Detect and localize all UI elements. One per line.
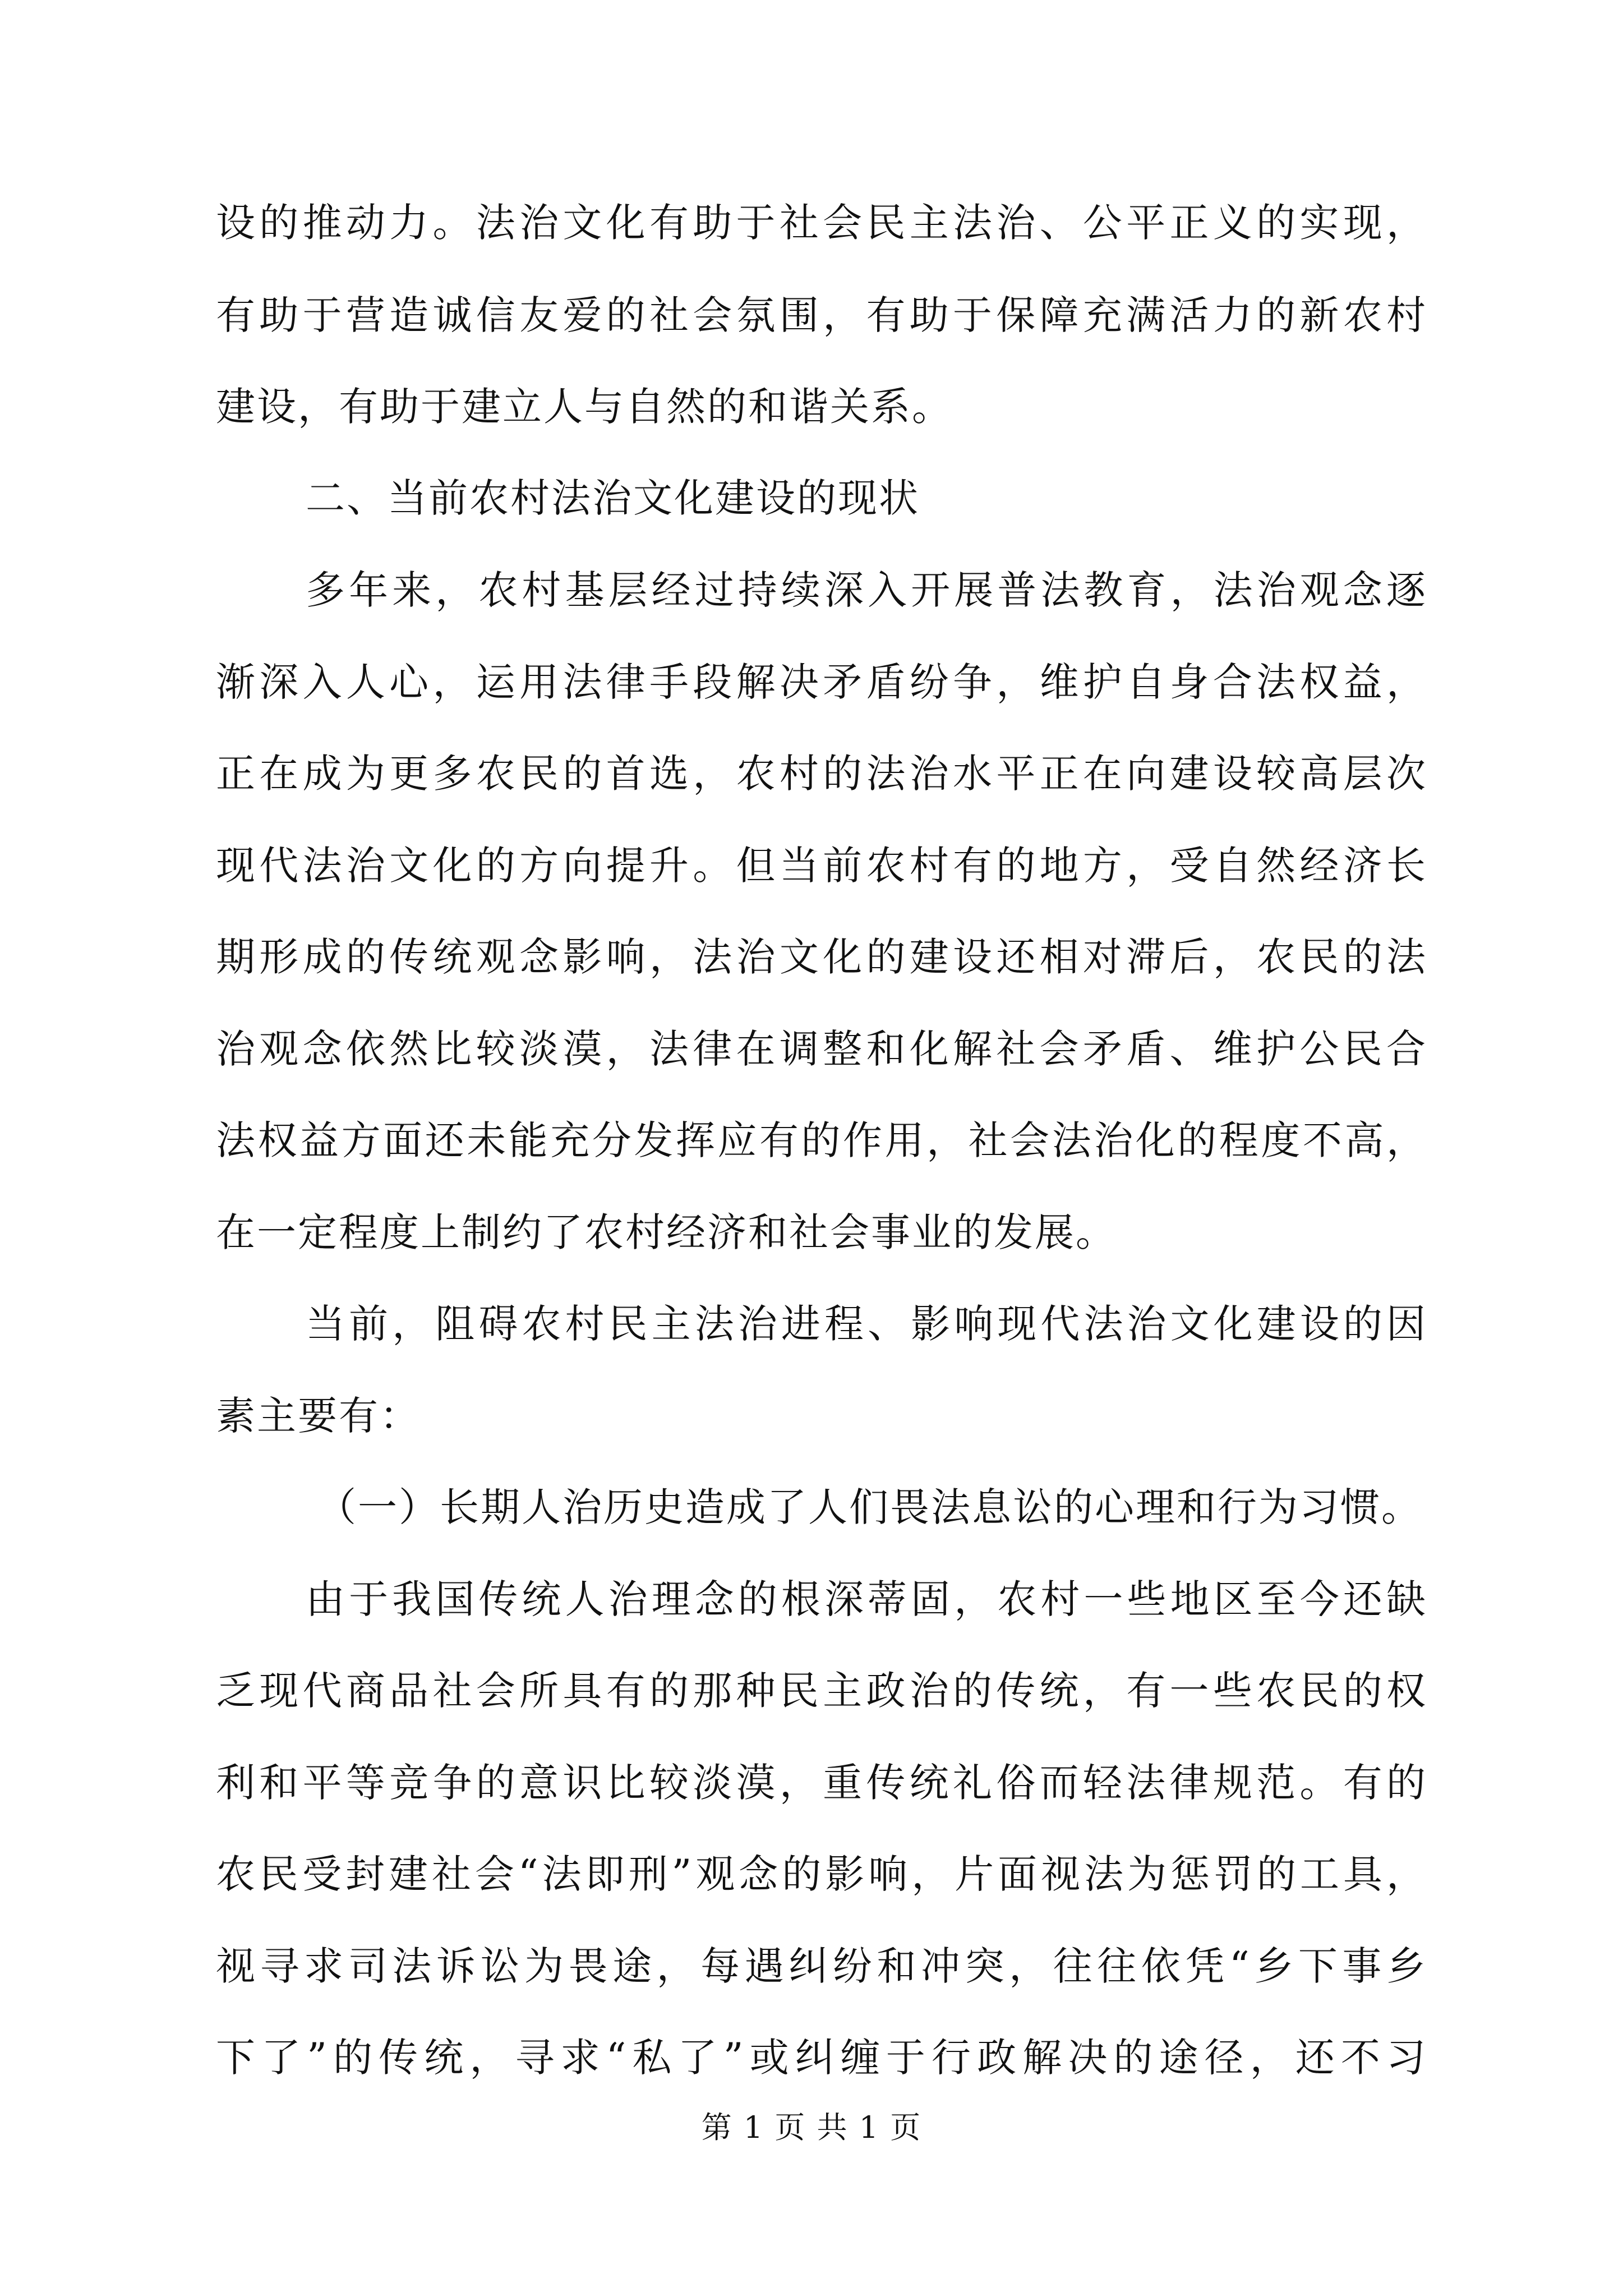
text-line-11: 法权益方面还未能充分发挥应有的作用，社会法治化的程度不高， xyxy=(216,1117,1427,1163)
text-line-19: 农民受封建社会“法即刑”观念的影响，片面视法为惩罚的工具， xyxy=(216,1851,1427,1897)
text-line-6: 渐深入人心，运用法律手段解决矛盾纷争，维护自身合法权益， xyxy=(216,659,1427,705)
text-line-8: 现代法治文化的方向提升。但当前农村有的地方，受自然经济长 xyxy=(216,843,1427,889)
text-line-7: 正在成为更多农民的首选，农村的法治水平正在向建设较高层次 xyxy=(216,751,1427,797)
text-line-18: 利和平等竞争的意识比较淡漠，重传统礼俗而轻法律规范。有的 xyxy=(216,1760,1427,1806)
text-line-17: 乏现代商品社会所具有的那种民主政治的传统，有一些农民的权 xyxy=(216,1668,1427,1714)
text-line-3: 建设，有助于建立人与自然的和谐关系。 xyxy=(216,384,953,430)
section-heading: 二、当前农村法治文化建设的现状 xyxy=(306,475,920,521)
text-line-13: 当前，阻碍农村民主法治进程、影响现代法治文化建设的因 xyxy=(306,1301,1427,1347)
text-line-14: 素主要有： xyxy=(216,1393,421,1439)
text-line-1: 设的推动力。法治文化有助于社会民主法治、公平正义的实现， xyxy=(216,200,1427,246)
text-line-2: 有助于营造诚信友爱的社会氛围，有助于保障充满活力的新农村 xyxy=(216,292,1427,338)
text-line-16: 由于我国传统人治理念的根深蒂固，农村一些地区至今还缺 xyxy=(306,1576,1427,1622)
text-line-21: 下了”的传统，寻求“私了”或纠缠于行政解决的途径，还不习 xyxy=(216,2035,1427,2081)
text-line-12: 在一定程度上制约了农村经济和社会事业的发展。 xyxy=(216,1209,1117,1255)
page-footer: 第 1 页 共 1 页 xyxy=(701,2110,922,2145)
text-line-5: 多年来，农村基层经过持续深入开展普法教育，法治观念逐 xyxy=(306,567,1427,613)
text-line-10: 治观念依然比较淡漠，法律在调整和化解社会矛盾、维护公民合 xyxy=(216,1026,1427,1072)
sub-heading: （一）长期人治历史造成了人们畏法息讼的心理和行为习惯。 xyxy=(317,1484,1422,1530)
text-line-9: 期形成的传统观念影响，法治文化的建设还相对滞后，农民的法 xyxy=(216,934,1427,980)
text-line-20: 视寻求司法诉讼为畏途，每遇纠纷和冲突，往往依凭“乡下事乡 xyxy=(216,1943,1427,1989)
